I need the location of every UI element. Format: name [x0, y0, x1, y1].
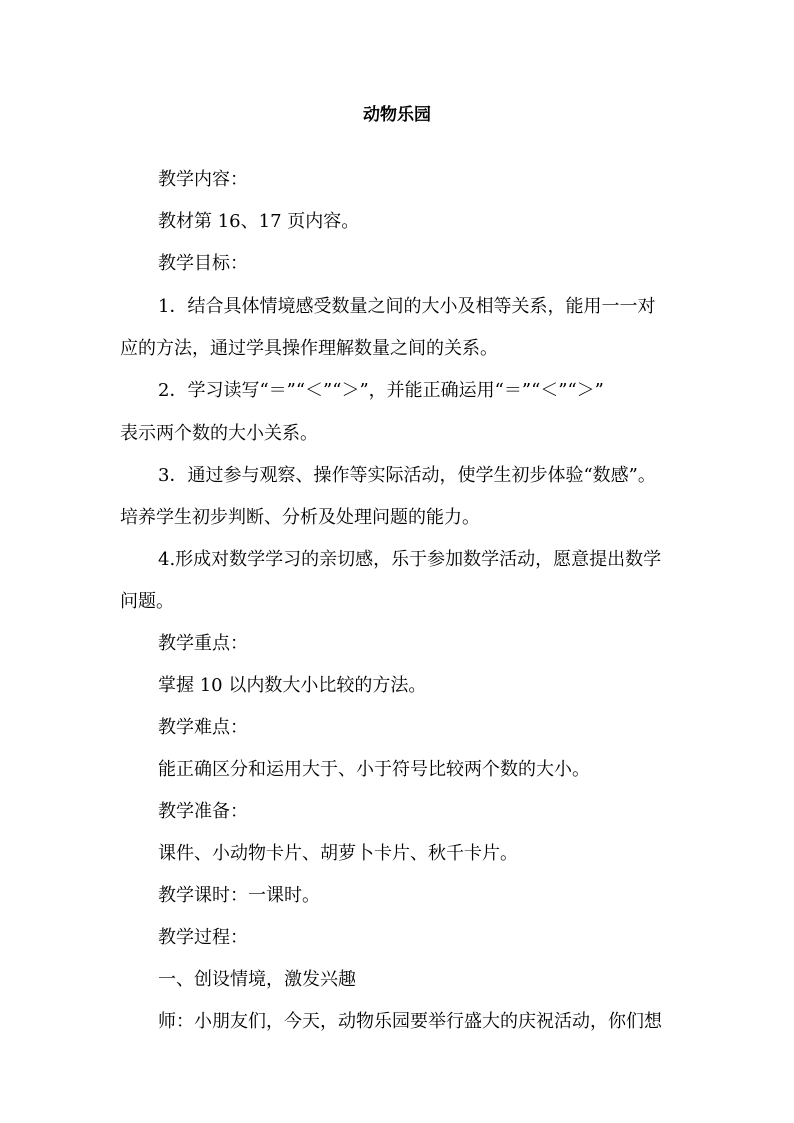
- paragraph-line: 问题。: [120, 591, 174, 612]
- section-heading-goals: 教学目标：: [158, 253, 248, 274]
- section-heading-preparation: 教学准备：: [158, 801, 248, 822]
- paragraph-line: 4.形成对数学学习的亲切感，乐于参加数学活动，愿意提出数学: [158, 549, 662, 570]
- paragraph-line: 2．学习读写“＝”“＜”“＞”，并能正确运用“＝”“＜”“＞”: [158, 380, 604, 401]
- paragraph-line: 掌握 10 以内数大小比较的方法。: [158, 675, 427, 696]
- section-heading-content: 教学内容：: [158, 169, 248, 190]
- section-heading-process: 教学过程：: [158, 927, 248, 948]
- paragraph-line: 课件、小动物卡片、胡萝卜卡片、秋千卡片。: [158, 843, 518, 864]
- paragraph-line: 表示两个数的大小关系。: [120, 423, 318, 444]
- paragraph-line: 师：小朋友们，今天，动物乐园要举行盛大的庆祝活动，你们想: [158, 1011, 662, 1032]
- paragraph-line: 能正确区分和运用大于、小于符号比较两个数的大小。: [158, 759, 590, 780]
- paragraph-line: 教材第 16、17 页内容。: [158, 211, 360, 232]
- page-title: 动物乐园: [363, 105, 431, 125]
- paragraph-line: 教学课时：一课时。: [158, 885, 320, 906]
- section-heading-key-points: 教学重点：: [158, 633, 248, 654]
- section-heading-difficulties: 教学难点：: [158, 717, 248, 738]
- paragraph-line: 应的方法，通过学具操作理解数量之间的关系。: [120, 338, 498, 359]
- subsection-heading: 一、创设情境，激发兴趣: [158, 969, 356, 990]
- paragraph-line: 培养学生初步判断、分析及处理问题的能力。: [120, 507, 480, 528]
- paragraph-line: 1．结合具体情境感受数量之间的大小及相等关系，能用一一对: [158, 296, 656, 317]
- paragraph-line: 3．通过参与观察、操作等实际活动，使学生初步体验“数感”。: [158, 465, 656, 486]
